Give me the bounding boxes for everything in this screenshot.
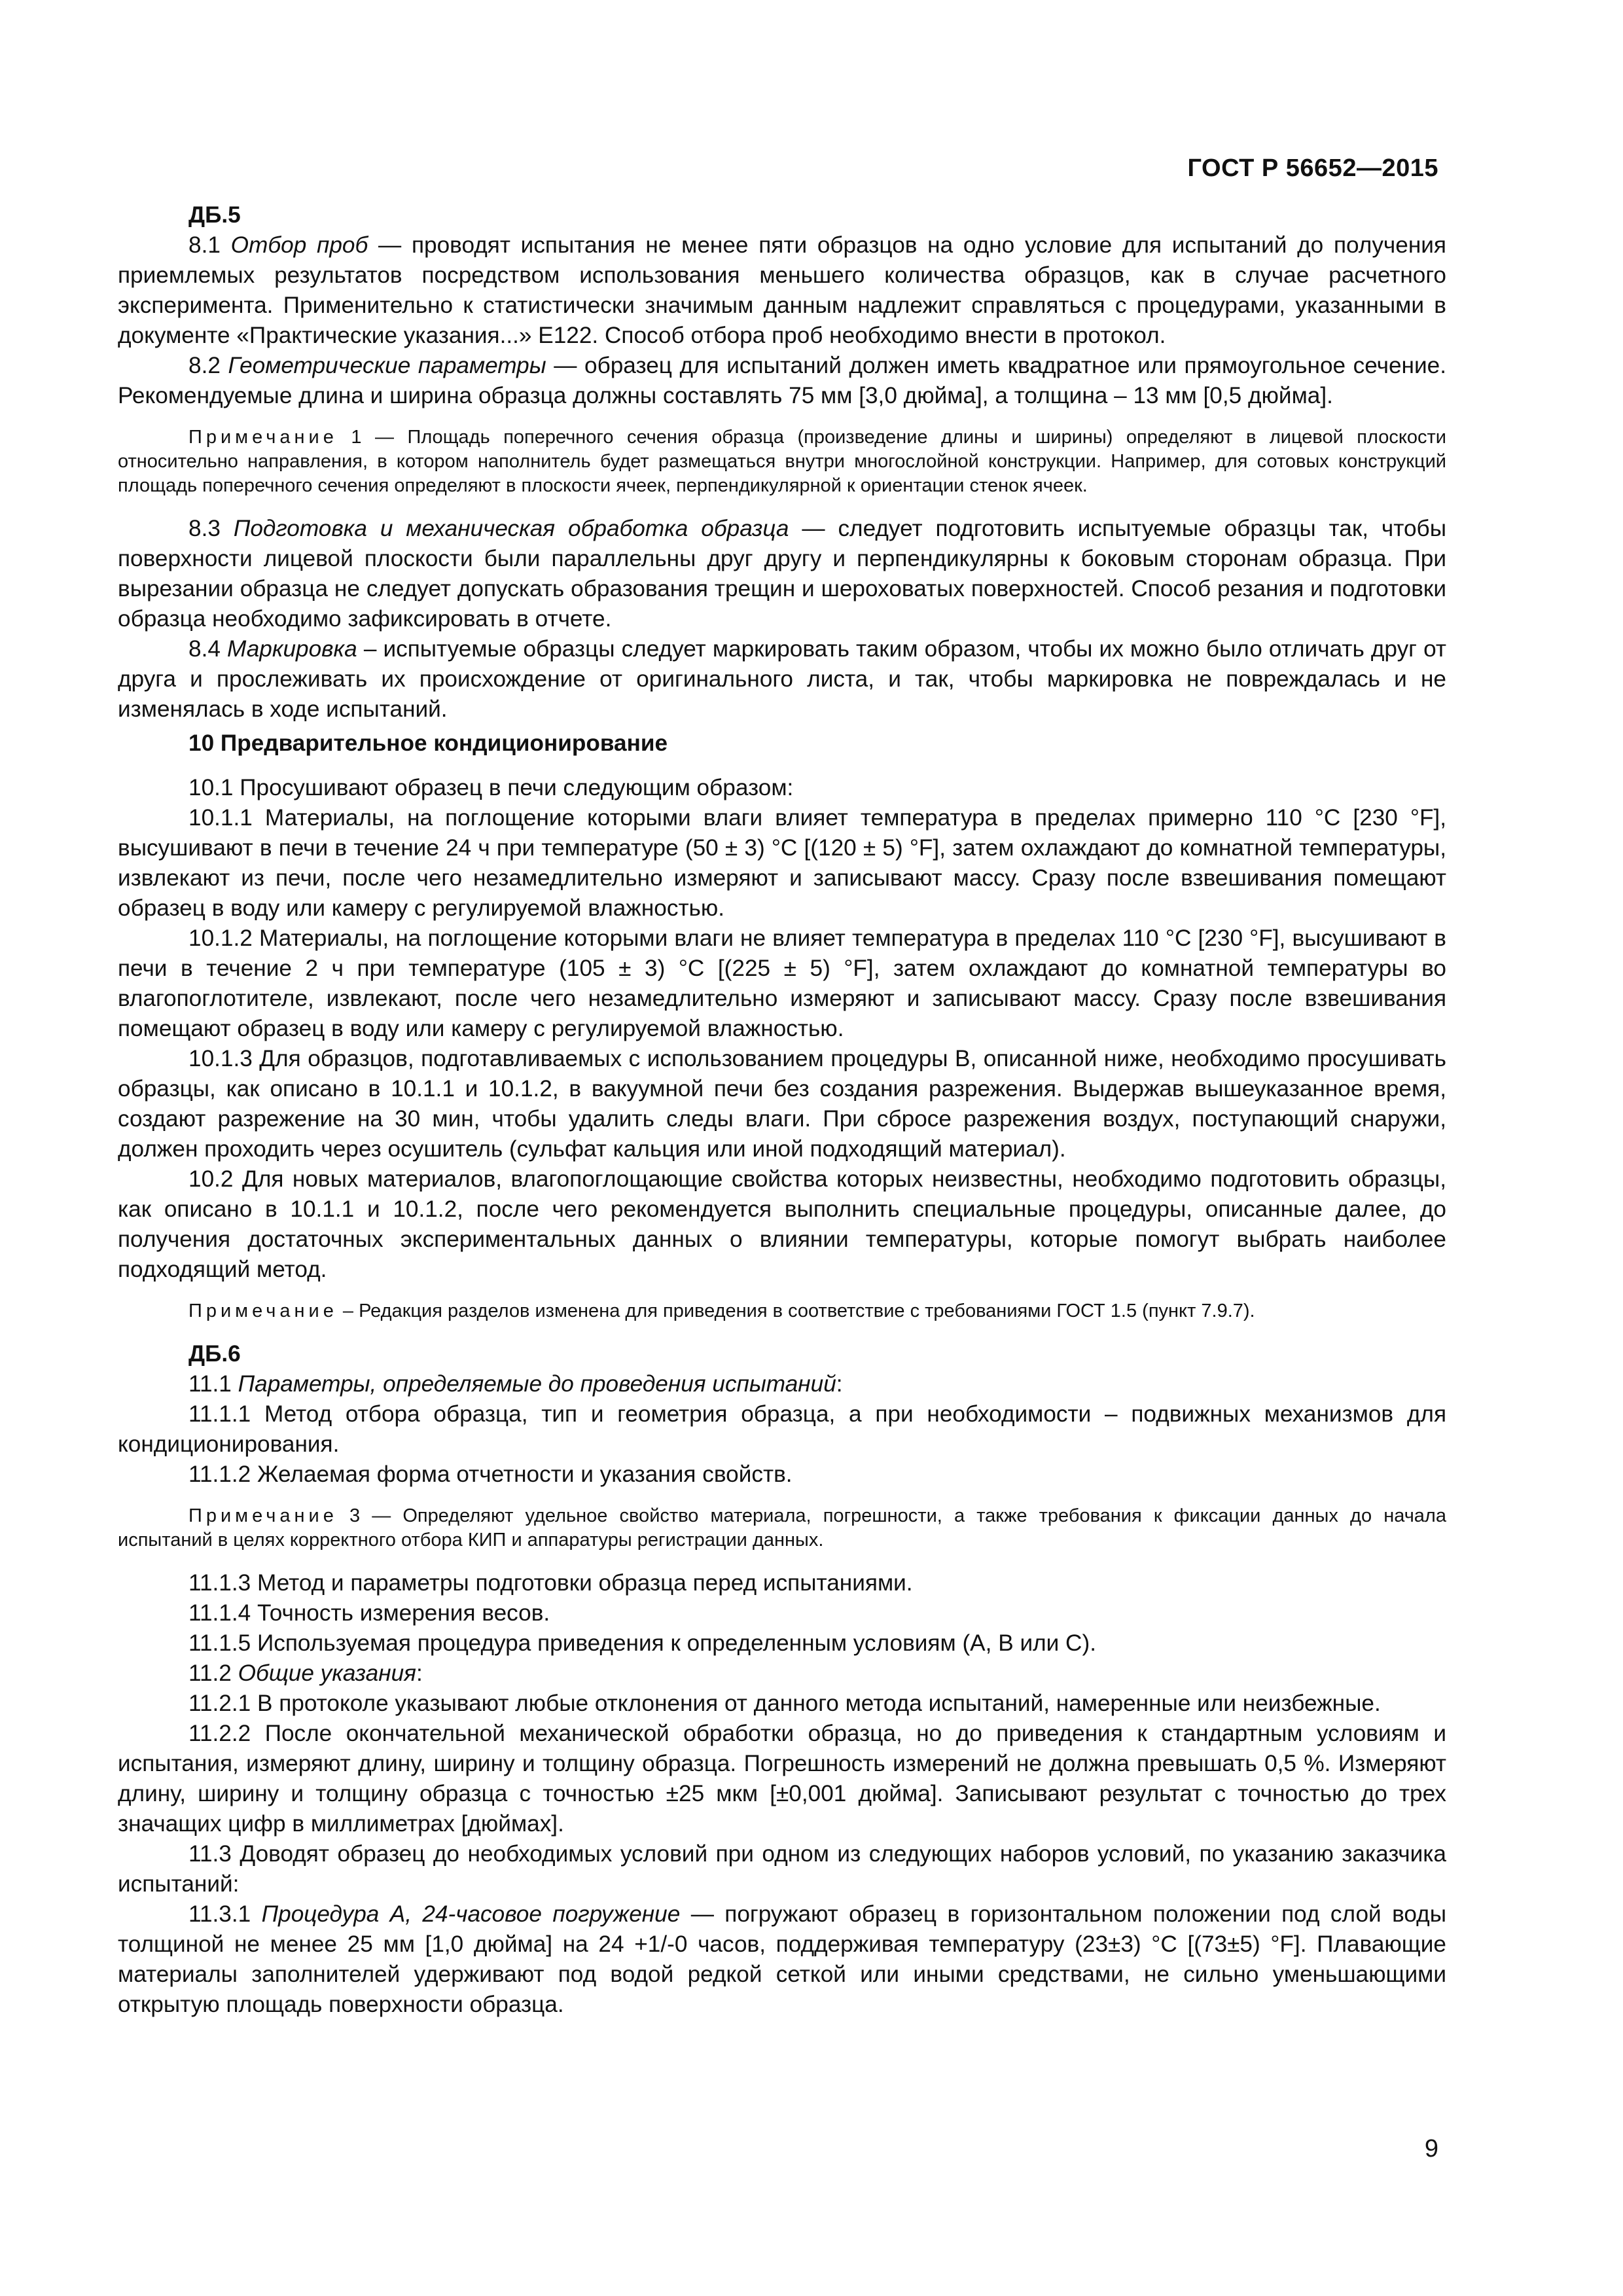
page-number: 9 — [1424, 2135, 1438, 2162]
paragraph-8-3: 8.3 Подготовка и механическая обработка образца — следует подготовить испытуемые образцы так, чтобы поверхности лицевой плоскости были параллельны друг другу и перпендикулярны к боковым сторонам образца. При вырезании образца не следует допускать образования трещин и шероховатых поверхностей. Способ резания и подготовки образца необходимо зафиксировать в отчете. — [118, 516, 1446, 632]
paragraph-11-3: 11.3 Доводят образец до необходимых условий при одном из следующих наборов условий, по указанию заказчика испытаний: — [118, 1841, 1446, 1897]
term-marking: Маркировка — [227, 636, 357, 662]
note-2: Примечание – Редакция разделов изменена для приведения в соответствие с требованиями ГОСТ 1.5 (пункт 7.9.7). — [188, 1300, 1255, 1321]
note-1: Примечание 1 — Площадь поперечного сечения образца (произведение длины и ширины) определяют в лицевой плоскости относительно направления, в котором наполнитель будет размещаться внутри многослойной конструкции. Например, для сотовых конструкций площадь поперечного сечения определяют в плоскости ячеек, перпендикулярной к ориентации стенок ячеек. — [118, 427, 1446, 496]
paragraph-11-1-4: 11.1.4 Точность измерения весов. — [188, 1600, 550, 1626]
paragraph-11-1-5: 11.1.5 Используемая процедура приведения к определенным условиям (A, B или C). — [188, 1630, 1096, 1656]
term-parameters: Параметры, определяемые до проведения испытаний — [238, 1371, 836, 1397]
paragraph-10-1-3: 10.1.3 Для образцов, подготавливаемых с использованием процедуры B, описанной ниже, необходимо просушивать образцы, как описано в 10.1.1 и 10.1.2, в вакуумной печи без создания разрежения. Выдержав вышеуказанное время, создают разрежение на 30 мин, чтобы удалить следы влаги. При сбросе разрежения воздух, поступающий снаружи, должен проходить через осушитель (сульфат кальция или иной подходящий материал). — [118, 1046, 1446, 1162]
paragraph-8-4: 8.4 Маркировка – испытуемые образцы следует маркировать таким образом, чтобы их можно было отличать друг от друга и прослеживать их происхождение от оригинального листа, и так, чтобы маркировка не повреждалась и не изменялась в ходе испытаний. — [118, 636, 1446, 722]
paragraph-8-2: 8.2 Геометрические параметры — образец для испытаний должен иметь квадратное или прямоугольное сечение. Рекомендуемые длина и ширина образца должны составлять 75 мм [3,0 дюйма], а толщина – 13 мм [0,5 дюйма]. — [118, 353, 1446, 408]
paragraph-11-1-3: 11.1.3 Метод и параметры подготовки образца перед испытаниями. — [188, 1570, 913, 1596]
paragraph-11-1: 11.1 Параметры, определяемые до проведения испытаний: — [188, 1371, 843, 1397]
paragraph-11-1-1: 11.1.1 Метод отбора образца, тип и геометрия образца, а при необходимости – подвижных механизмов для кондиционирования. — [118, 1401, 1446, 1457]
appendix-label-db6: ДБ.6 — [188, 1341, 241, 1367]
paragraph-11-2-1: 11.2.1 В протоколе указывают любые отклонения от данного метода испытаний, намеренные или неизбежные. — [188, 1691, 1381, 1716]
paragraph-10-1-2: 10.1.2 Материалы, на поглощение которыми влаги не влияет температура в пределах 110 °C [230 °F], высушивают в печи в течение 2 ч при температуре (105 ± 3) °C [(225 ± 5) °F], затем охлаждают до комнатной температуры во влагопоглотителе, извлекают, после чего незамедлительно измеряют и записывают массу. Сразу после взвешивания помещают образец в воду или камеру с регулируемой влажностью. — [118, 925, 1446, 1041]
term-geometry: Геометрические параметры — [228, 353, 546, 378]
paragraph-11-1-2: 11.1.2 Желаемая форма отчетности и указания свойств. — [188, 1462, 793, 1487]
document-body — [118, 200, 1446, 2020]
paragraph-10-1-1: 10.1.1 Материалы, на поглощение которыми влаги влияет температура в пределах примерно 110 °C [230 °F], высушивают в печи в течение 24 ч при температуре (50 ± 3) °C [(120 ± 5) °F], затем охлаждают до комнатной температуры, извлекают из печи, после чего незамедлительно измеряют и записывают массу. Сразу после взвешивания помещают образец в воду или камеру с регулируемой влажностью. — [118, 805, 1446, 921]
document-code: ГОСТ Р 56652—2015 — [1187, 154, 1438, 182]
paragraph-11-2: 11.2 Общие указания: — [188, 1660, 423, 1686]
appendix-label-db5: ДБ.5 — [188, 202, 241, 228]
paragraph-11-2-2: 11.2.2 После окончательной механической обработки образца, но до приведения к стандартным условиям и испытания, измеряют длину, ширину и толщину образца. Погрешность измерений не должна превышать 0,5 %. Измеряют длину, ширину и толщину образца с точностью ±25 мкм [±0,001 дюйма]. Записывают результат с точностью до трех значащих цифр в миллиметрах [дюймах]. — [118, 1721, 1446, 1837]
paragraph-8-1: 8.1 Отбор проб — проводят испытания не менее пяти образцов на одно условие для испытаний до получения приемлемых результатов посредством использования меньшего количества образцов, как в случае расчетного эксперимента. Применительно к статистически значимым данным надлежит справляться с процедурами, указанными в документе «Практические указания...» E122. Способ отбора проб необходимо внести в протокол. — [118, 232, 1446, 348]
paragraph-11-3-1: 11.3.1 Процедура A, 24-часовое погружение — погружают образец в горизонтальном положении под слой воды толщиной не менее 25 мм [1,0 дюйма] на 24 +1/-0 часов, поддерживая температуру (23±3) °C [(73±5) °F]. Плавающие материалы заполнителей удерживают под водой редкой сеткой или иными средствами, не сильно уменьшающими открытую площадь поверхности образца. — [118, 1901, 1446, 2017]
note-3: Примечание 3 — Определяют удельное свойство материала, погрешности, а также требования к фиксации данных до начала испытаний в целях корректного отбора КИП и аппаратуры регистрации данных. — [118, 1505, 1446, 1551]
term-procedure-a: Процедура A, 24-часовое погружение — [261, 1901, 681, 1927]
term-general: Общие указания — [238, 1660, 416, 1686]
section-heading-10: 10 Предварительное кондиционирование — [188, 730, 668, 756]
term-sampling: Отбор проб — [230, 232, 368, 258]
paragraph-10-2: 10.2 Для новых материалов, влагопоглощающие свойства которых неизвестны, необходимо подготовить образцы, как описано в 10.1.1 и 10.1.2, после чего рекомендуется выполнить специальные процедуры, описанные далее, до получения достаточных экспериментальных данных о влиянии температуры, которые помогут выбрать наиболее подходящий метод. — [118, 1166, 1446, 1282]
term-preparation: Подготовка и механическая обработка образца — [233, 516, 789, 541]
paragraph-10-1: 10.1 Просушивают образец в печи следующим образом: — [188, 775, 794, 800]
